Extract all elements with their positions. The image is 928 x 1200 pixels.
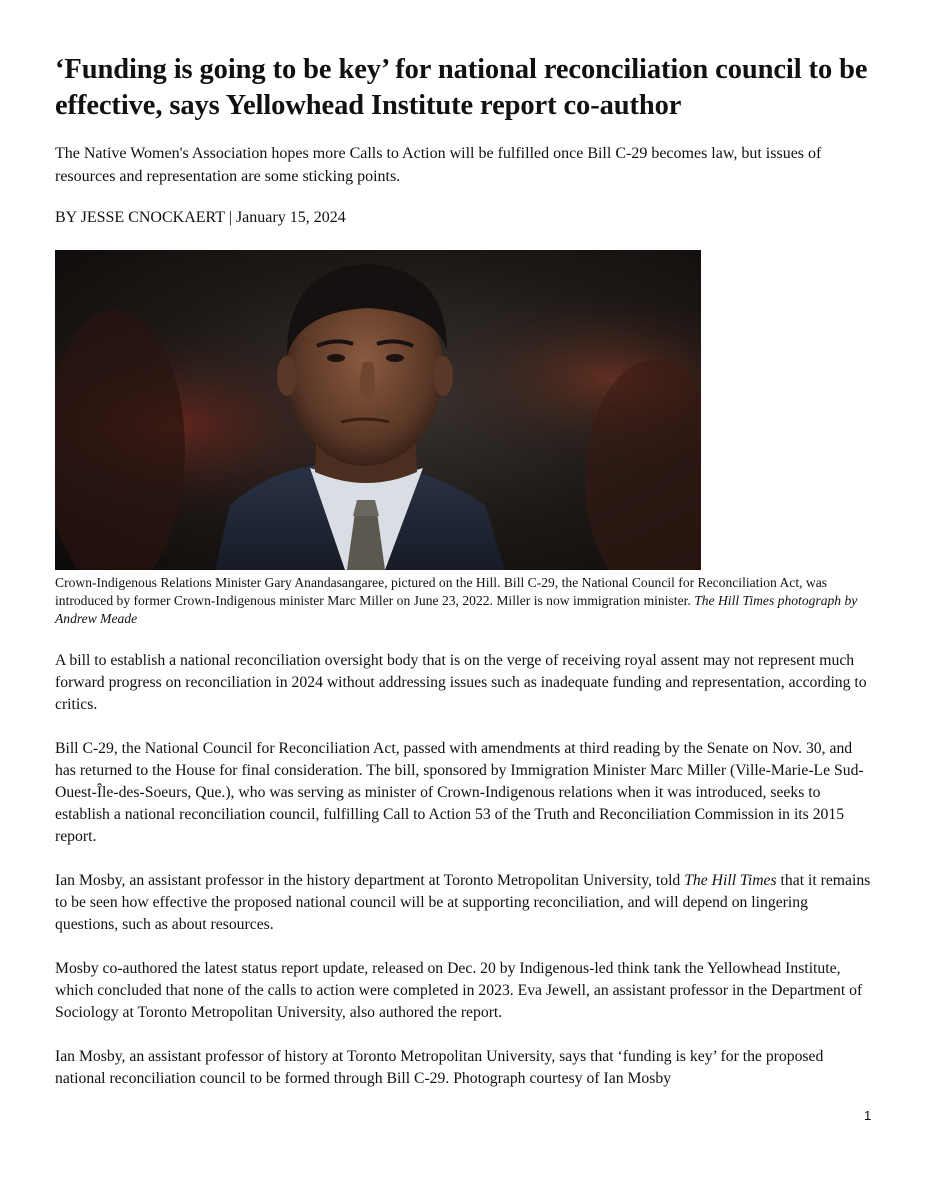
article: [55, 52, 875, 1090]
caption-text: Crown-Indigenous Relations Minister Gary Anandasangaree, pictured on the Hill. Bill C-29, the National Council for Reconciliation Act, was introduced by former Crown-Indigenous minister Marc Miller on June 23, 2022. Miller is now immigration minister.: [55, 575, 828, 608]
caption-credit: The Hill Times photograph by Andrew Meade: [55, 593, 858, 626]
portrait-photo-icon: [55, 250, 701, 570]
photo-caption: [55, 574, 875, 628]
portrait-photo: [55, 250, 701, 570]
article-title: ‘Funding is going to be key’ for national reconciliation council to be effective, says Yellowhead Institute report co-author: [55, 54, 868, 121]
paragraph-4: Mosby co-authored the latest status report update, released on Dec. 20 by Indigenous-led think tank the Yellowhead Institute, which concluded that none of the calls to action were completed in 2023. Eva Jewell, an assistant professor in the Department of Sociology at Toronto Metropolitan University, also authored the report.: [55, 960, 863, 1021]
paragraph-3: [55, 870, 875, 936]
article-dek: The Native Women's Association hopes more Calls to Action will be fulfilled once Bill C-29 becomes law, but issues of resources and representation are some sticking points.: [55, 145, 822, 185]
page-number: 1: [864, 1108, 872, 1123]
article-byline: BY JESSE CNOCKAERT | January 15, 2024: [55, 209, 346, 226]
paragraph-5-photo-caption: Ian Mosby, an assistant professor of history at Toronto Metropolitan University, says that ‘funding is key’ for the proposed national reconciliation council to be formed through Bill C-29. Photograph courtesy of Ian Mosby: [55, 1048, 824, 1087]
paragraph-3-after: that it remains to be seen how effective the proposed national council will be at supporting reconciliation, and will depend on lingering questions, such as about resources.: [55, 872, 871, 933]
paragraph-1: A bill to establish a national reconciliation oversight body that is on the verge of receiving royal assent may not represent much forward progress on reconciliation in 2024 without addressing issues such as inadequate funding and representation, according to critics.: [55, 652, 867, 713]
publication-name: The Hill Times: [684, 872, 777, 889]
paragraph-2: Bill C-29, the National Council for Reconciliation Act, passed with amendments at third reading by the Senate on Nov. 30, and has returned to the House for final consideration. The bill, sponsored by Immigration Minister Marc Miller (Ville-Marie-Le Sud-Ouest-Île-des-Soeurs, Que.), who was serving as minister of Crown-Indigenous relations when it was introduced, seeks to establish a national reconciliation council, fulfilling Call to Action 53 of the Truth and Reconciliation Commission in its 2015 report.: [55, 740, 864, 845]
paragraph-3-before: Ian Mosby, an assistant professor in the history department at Toronto Metropolitan University, told: [55, 872, 685, 889]
